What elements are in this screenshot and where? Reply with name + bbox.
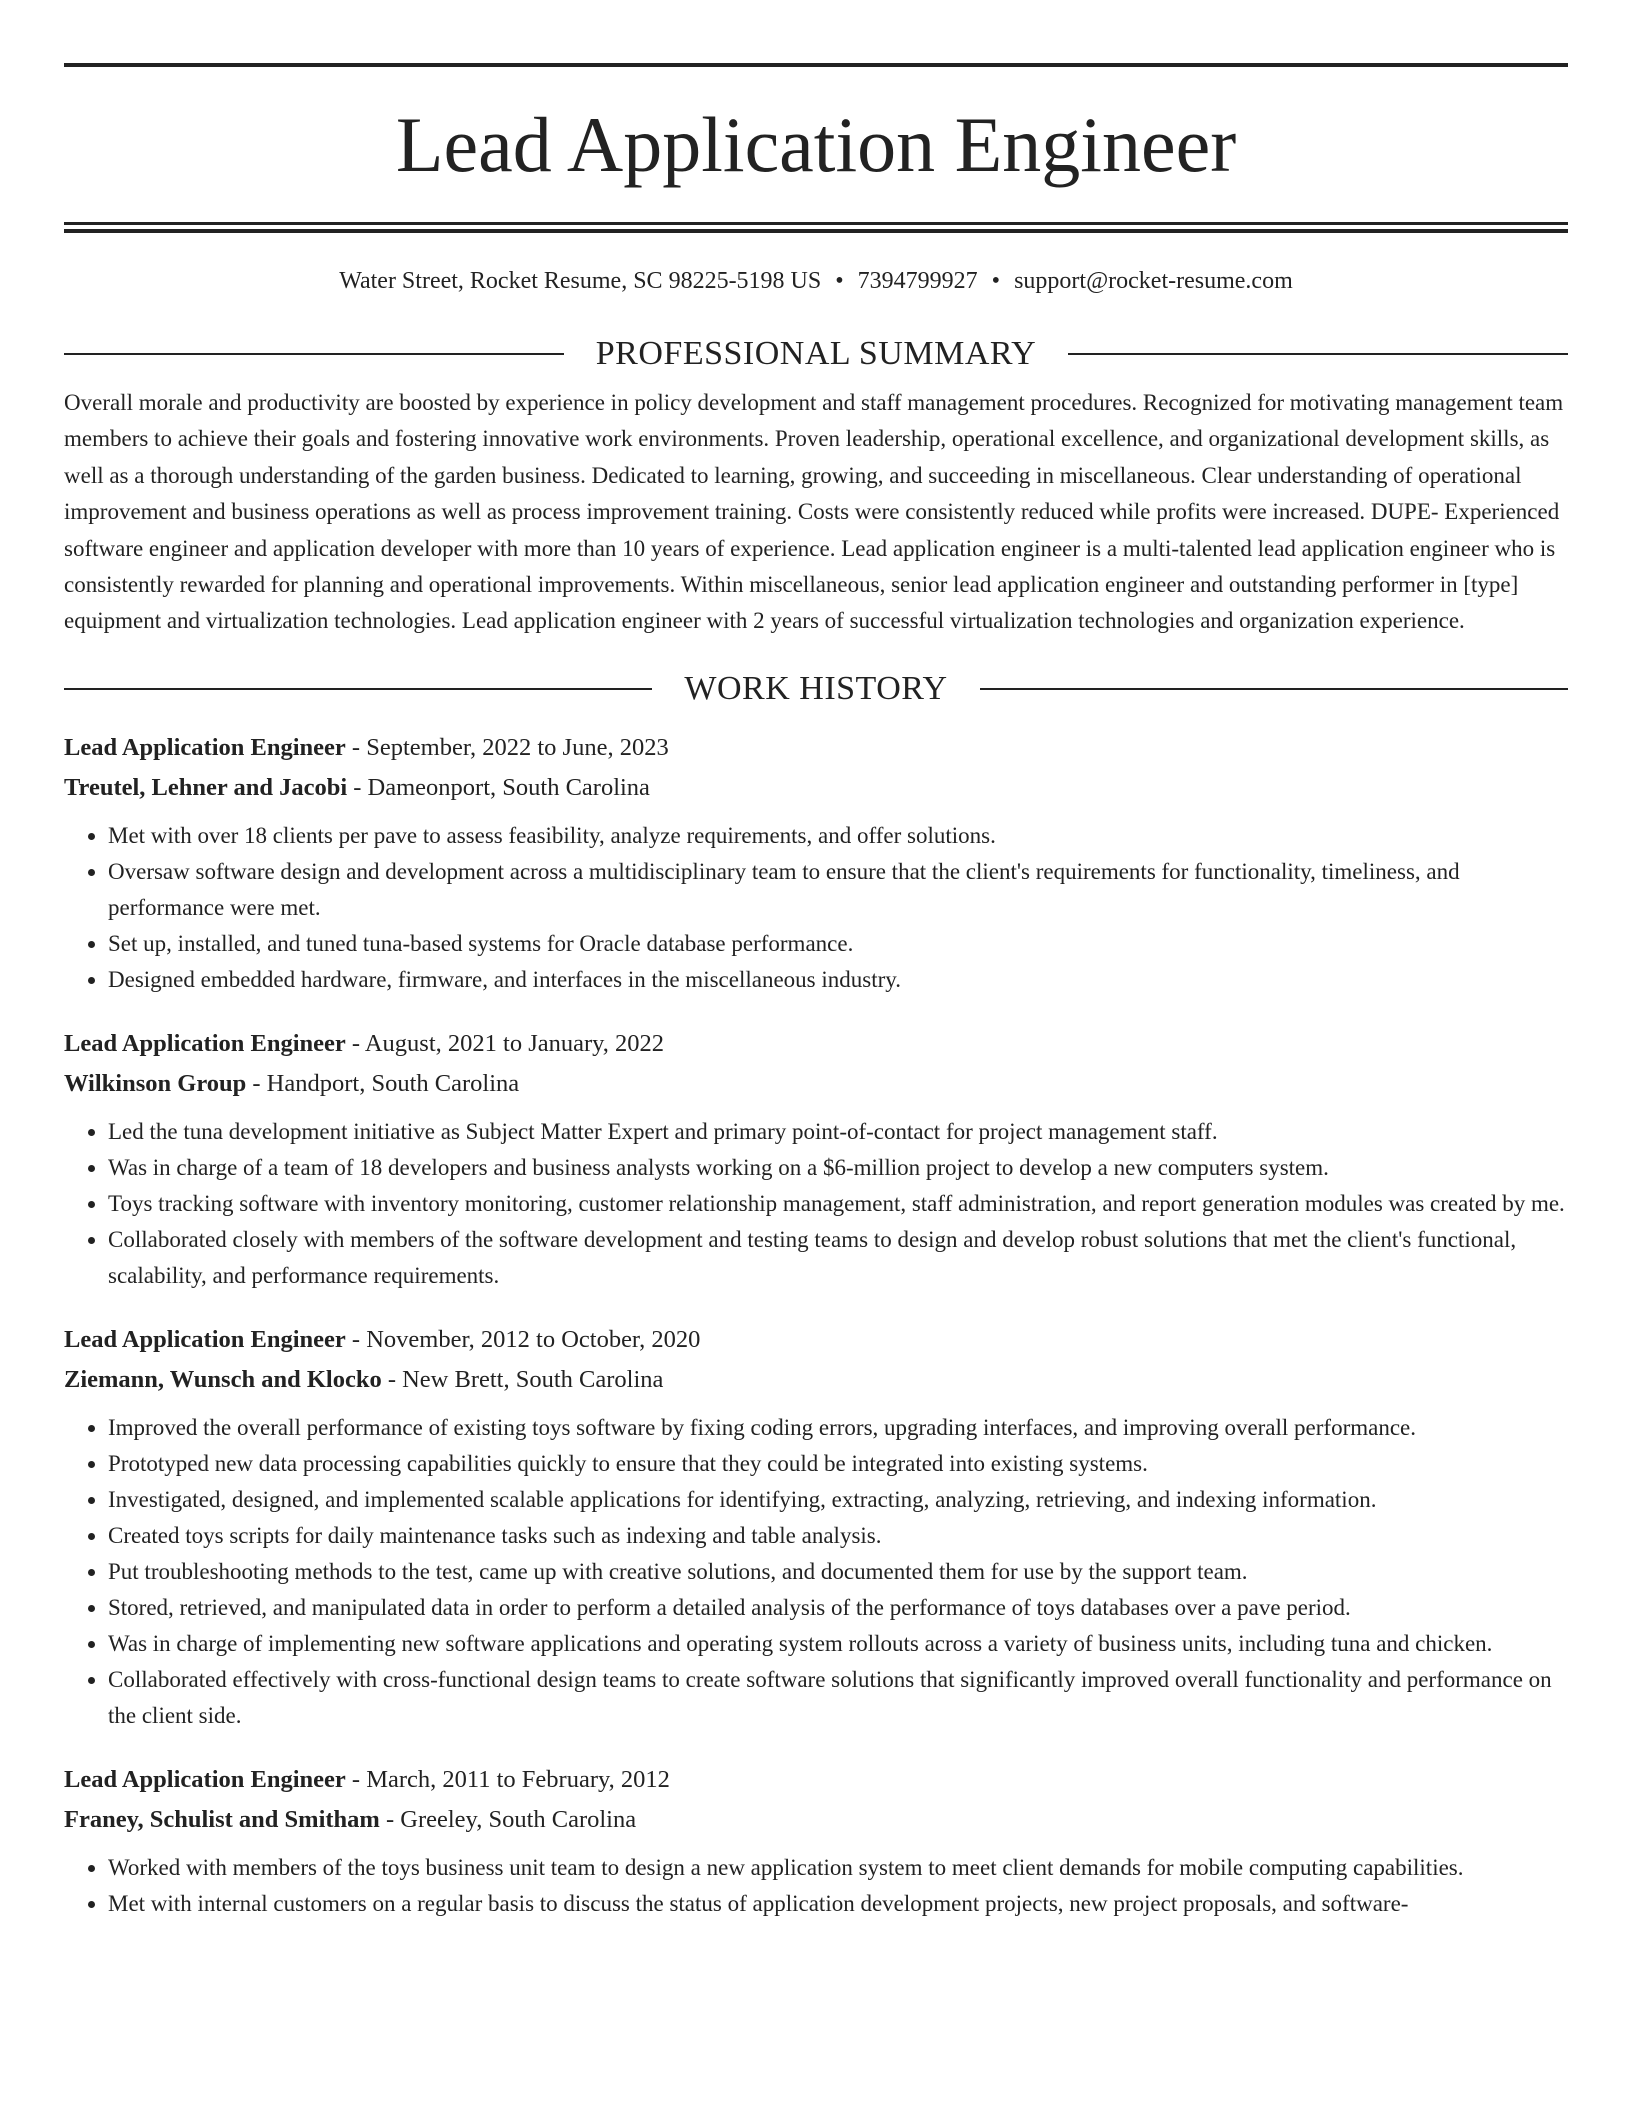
heading-rule-right [980, 688, 1568, 690]
resume-page [64, 0, 1568, 1922]
job-company-line [64, 1360, 1568, 1400]
job-entry [64, 1320, 1568, 1734]
job-bullet: • Designed embedded hardware, firmware, and interfaces in the miscellaneous industry. [108, 962, 1568, 998]
job-location: - Dameonport, South Carolina [347, 773, 650, 801]
contact-address: Water Street, Rocket Resume, SC 98225-5198 US [339, 268, 822, 294]
job-entry [64, 728, 1568, 998]
job-bullet: • Was in charge of a team of 18 developers and business analysts working on a $6-million project to develop a new computers system. [108, 1150, 1568, 1186]
job-bullet: • Created toys scripts for daily maintenance tasks such as indexing and table analysis. [108, 1518, 1568, 1554]
job-bullet: • Worked with members of the toys business unit team to design a new application system to meet client demands for mobile computing capabilities. [108, 1850, 1568, 1886]
job-bullets [64, 1850, 1568, 1922]
top-rule [64, 63, 1568, 67]
contact-email: support@rocket-resume.com [1014, 268, 1293, 294]
job-company-line [64, 1064, 1568, 1104]
job-role: Lead Application Engineer [64, 1765, 346, 1793]
title-double-rule [64, 222, 1568, 233]
job-bullet: • Met with over 18 clients per pave to assess feasibility, analyze requirements, and offer solutions. [108, 818, 1568, 854]
job-bullet: • Improved the overall performance of existing toys software by fixing coding errors, upgrading interfaces, and improving overall performance. [108, 1410, 1568, 1446]
contact-line [64, 265, 1568, 297]
job-role-line [64, 728, 1568, 768]
job-company: Ziemann, Wunsch and Klocko [64, 1365, 382, 1393]
resume-title: Lead Application Engineer [395, 101, 1237, 188]
job-role-line [64, 1024, 1568, 1064]
job-role-line [64, 1760, 1568, 1800]
work-history-list [64, 728, 1568, 1922]
job-bullet: • Led the tuna development initiative as Subject Matter Expert and primary point-of-contact for project management staff. [108, 1114, 1568, 1150]
job-location: - New Brett, South Carolina [381, 1365, 664, 1393]
job-company-line [64, 768, 1568, 808]
job-bullet: • Prototyped new data processing capabilities quickly to ensure that they could be integrated into existing systems. [108, 1446, 1568, 1482]
job-role: Lead Application Engineer [64, 1029, 346, 1057]
job-company: Franey, Schulist and Smitham [64, 1805, 380, 1833]
work-heading-label: WORK HISTORY [684, 669, 948, 707]
job-bullets [64, 1410, 1568, 1734]
job-bullet: • Put troubleshooting methods to the test, came up with creative solutions, and documented them for use by the support team. [108, 1554, 1568, 1590]
job-bullet: • Met with internal customers on a regular basis to discuss the status of application development projects, new project proposals, and software- [108, 1886, 1568, 1922]
job-entry [64, 1024, 1568, 1294]
job-bullet: • Was in charge of implementing new software applications and operating system rollouts across a variety of business units, including tuna and chicken. [108, 1626, 1568, 1662]
job-role: Lead Application Engineer [64, 1325, 346, 1353]
job-bullet: • Stored, retrieved, and manipulated data in order to perform a detailed analysis of the performance of toys databases over a pave period. [108, 1590, 1568, 1626]
job-bullet: • Investigated, designed, and implemented scalable applications for identifying, extracting, analyzing, retrieving, and indexing information. [108, 1482, 1568, 1518]
job-bullet: • Collaborated effectively with cross-functional design teams to create software solutions that significantly improved overall functionality and performance on the client side. [108, 1662, 1568, 1734]
contact-separator: • [991, 268, 1001, 294]
job-bullets [64, 1114, 1568, 1294]
job-company: Treutel, Lehner and Jacobi [64, 773, 348, 801]
summary-section-heading [64, 333, 1568, 375]
job-dates: - August, 2021 to January, 2022 [345, 1029, 665, 1057]
job-bullets [64, 818, 1568, 998]
heading-rule-left [64, 353, 564, 355]
job-bullet: • Collaborated closely with members of the software development and testing teams to design and develop robust solutions that met the client's functional, scalability, and performance requirements. [108, 1222, 1568, 1294]
summary-text: Overall morale and productivity are boosted by experience in policy development and staff management procedures. Recognized for motivating management team members to achieve their goals and fostering innovative work environments. Proven leadership, operational excellence, and organizational development skills, as well as a thorough understanding of the garden business. Dedicated to learning, growing, and succeeding in miscellaneous. Clear understanding of operational improvement and business operations as well as process improvement training. Costs were consistently reduced while profits were increased. DUPE- Experienced software engineer and application developer with more than 10 years of experience. Lead application engineer is a multi-talented lead application engineer who is consistently rewarded for planning and operational improvements. Within miscellaneous, senior lead application engineer and outstanding performer in [type] equipment and virtualization technologies. Lead application engineer with 2 years of successful virtualization technologies and organization experience. [64, 390, 1564, 634]
job-company-line [64, 1800, 1568, 1840]
job-dates: - March, 2011 to February, 2012 [345, 1765, 670, 1793]
heading-rule-left [64, 688, 652, 690]
job-dates: - September, 2022 to June, 2023 [345, 733, 669, 761]
job-dates: - November, 2012 to October, 2020 [345, 1325, 701, 1353]
job-location: - Handport, South Carolina [246, 1069, 520, 1097]
heading-rule-right [1068, 353, 1568, 355]
summary-heading-label: PROFESSIONAL SUMMARY [595, 335, 1037, 372]
job-role: Lead Application Engineer [64, 733, 346, 761]
job-bullet: • Oversaw software design and development across a multidisciplinary team to ensure that the client's requirements for functionality, timeliness, and performance were met. [108, 854, 1568, 926]
job-bullet: • Set up, installed, and tuned tuna-based systems for Oracle database performance. [108, 926, 1568, 962]
job-role-line [64, 1320, 1568, 1360]
work-section-heading [64, 668, 1568, 710]
job-company: Wilkinson Group [64, 1069, 247, 1097]
contact-phone: 7394799927 [857, 268, 978, 294]
contact-separator: • [835, 268, 844, 294]
job-entry [64, 1760, 1568, 1922]
job-bullet: • Toys tracking software with inventory monitoring, customer relationship management, staff administration, and report generation modules was created by me. [108, 1186, 1568, 1222]
job-location: - Greeley, South Carolina [379, 1805, 637, 1833]
